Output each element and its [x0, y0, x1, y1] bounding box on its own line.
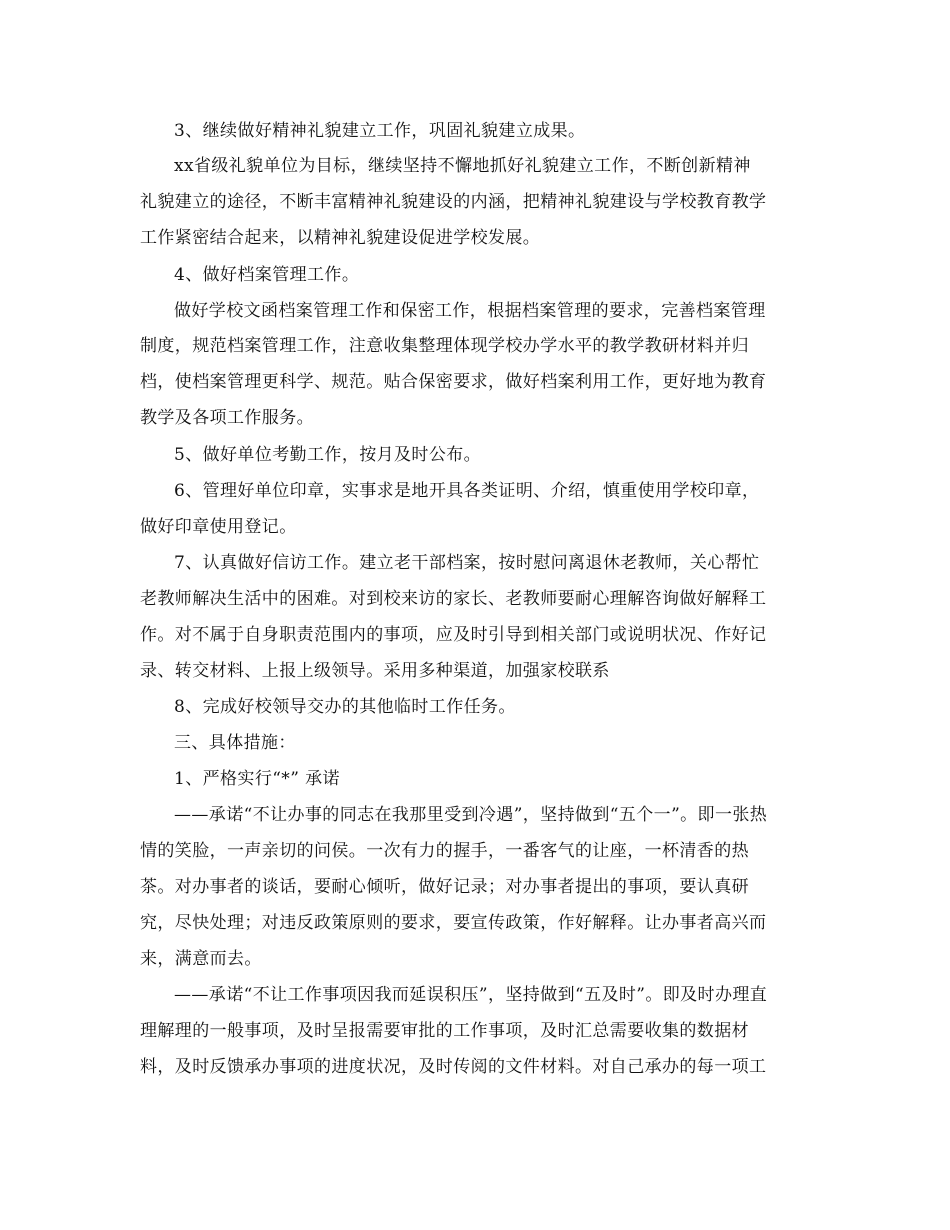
text-line: 理解理的一般事项，及时呈报需要审批的工作事项，及时汇总需要收集的数据材	[140, 1021, 749, 1041]
text-line: 情的笑脸，一声亲切的问侯。一次有力的握手，一番客气的让座，一杯清香的热	[140, 841, 749, 861]
text-line: 7、认真做好信访工作。建立老干部档案，按时慰问离退休老教师，关心帮忙	[174, 553, 760, 573]
text-line: 4、做好档案管理工作。	[174, 265, 360, 285]
text-line: 教学及各项工作服务。	[140, 408, 314, 428]
text-line: 作。对不属于自身职责范围内的事项，应及时引导到相关部门或说明状况、作好记	[140, 625, 767, 645]
text-line: 究，尽快处理；对违反政策原则的要求，要宣传政策，作好解释。让办事者高兴而	[140, 913, 767, 933]
text-line: ——承诺“不让工作事项因我而延误积压”，坚持做到“五及时”。即及时办理直	[174, 985, 768, 1005]
text-line: 老教师解决生活中的困难。对到校来访的家长、老教师要耐心理解咨询做好解释工	[140, 589, 767, 609]
text-line: 1、严格实行“*” 承诺	[174, 769, 340, 789]
text-line: ——承诺“不让办事的同志在我那里受到冷遇”，坚持做到“五个一”。即一张热	[174, 805, 768, 825]
text-line: 3、继续做好精神礼貌建立工作，巩固礼貌建立成果。	[174, 121, 586, 141]
section-heading: 三、具体措施：	[174, 733, 296, 753]
text-line: 5、做好单位考勤工作，按月及时公布。	[174, 445, 482, 465]
text-line: 工作紧密结合起来，以精神礼貌建设促进学校发展。	[140, 228, 541, 248]
text-line: 做好印章使用登记。	[140, 517, 297, 537]
text-line: xx省级礼貌单位为目标，继续坚持不懈地抓好礼貌建立工作，不断创新精神	[174, 156, 751, 176]
text-line: 来，满意而去。	[140, 949, 262, 969]
text-line: 料，及时反馈承办事项的进度状况，及时传阅的文件材料。对自己承办的每一项工	[140, 1057, 767, 1077]
text-line: 做好学校文函档案管理工作和保密工作，根据档案管理的要求，完善档案管理	[174, 301, 766, 321]
text-line: 制度，规范档案管理工作，注意收集整理体现学校办学水平的教学教研材料并归	[140, 336, 749, 356]
text-line: 茶。对办事者的谈话，要耐心倾听，做好记录；对办事者提出的事项，要认真研	[140, 877, 749, 897]
text-line: 档，使档案管理更科学、规范。贴合保密要求，做好档案利用工作，更好地为教育	[140, 372, 767, 392]
text-line: 6、管理好单位印章，实事求是地开具各类证明、介绍，慎重使用学校印章，	[174, 481, 760, 501]
text-line: 8、完成好校领导交办的其他临时工作任务。	[174, 697, 516, 717]
text-line: 录、转交材料、上报上级领导。采用多种渠道，加强家校联系	[140, 661, 610, 681]
text-line: 礼貌建立的途径，不断丰富精神礼貌建设的内涵，把精神礼貌建设与学校教育教学	[140, 192, 767, 212]
